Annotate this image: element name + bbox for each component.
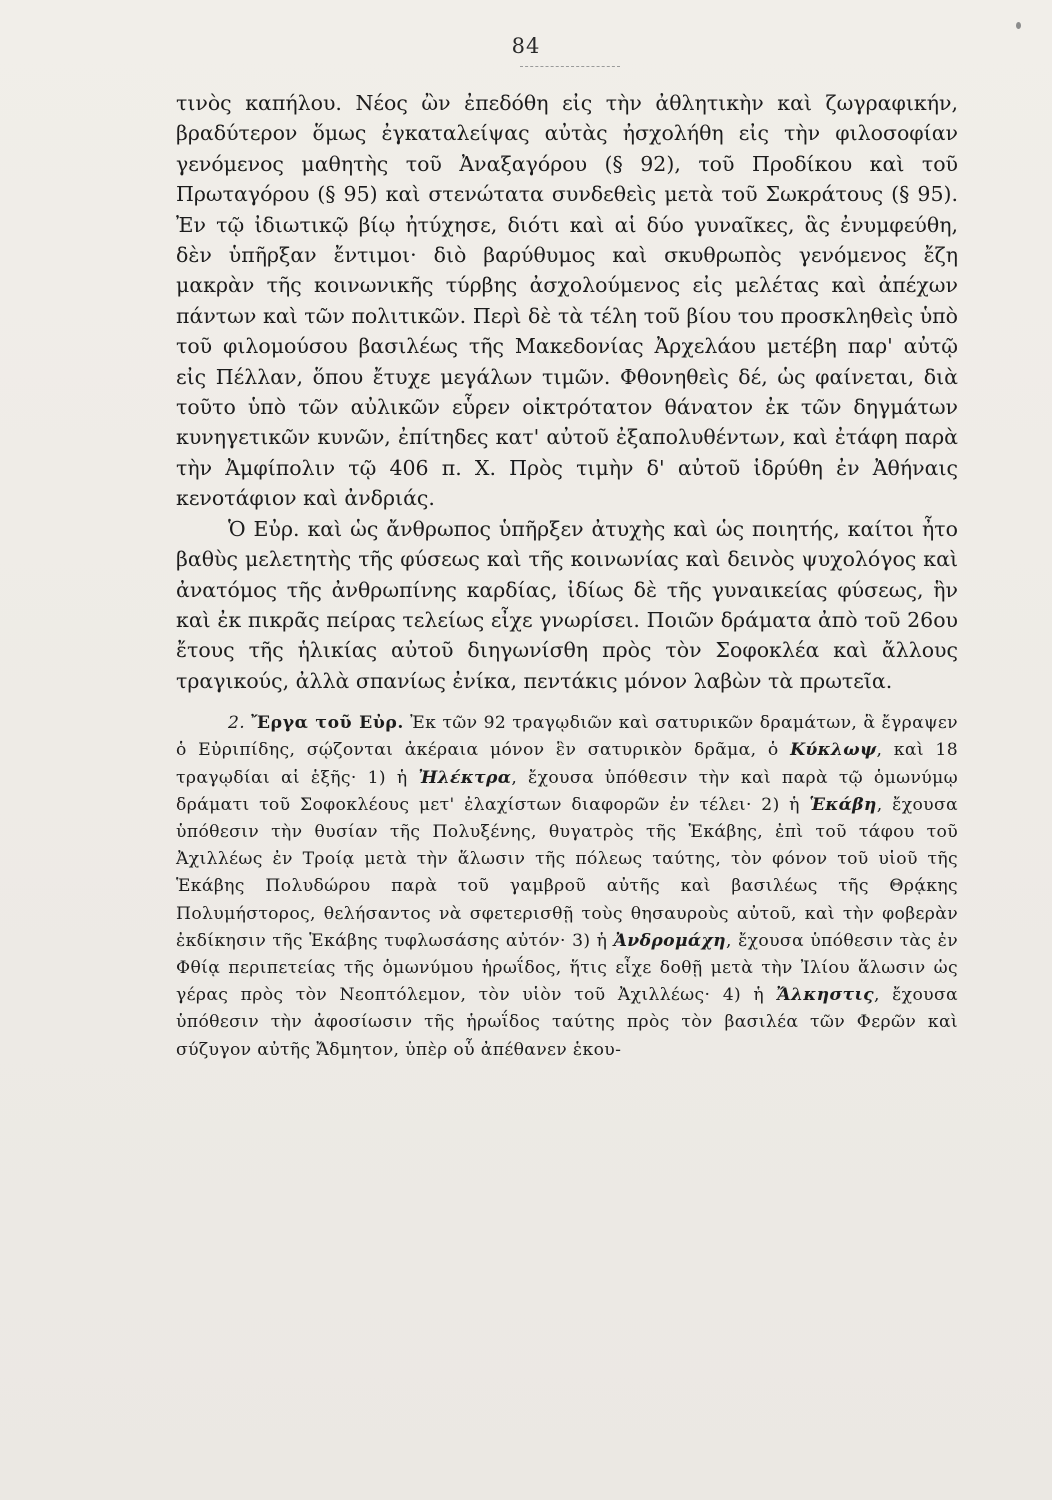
section-number: 2. (228, 713, 246, 734)
body-text (176, 88, 958, 1064)
paragraph-life: τινὸς καπήλου. Νέος ὢν ἐπεδόθη εἰς τὴν ἀθλητικὴν καὶ ζωγραφικήν, βραδύτερον ὅμως ἐγκαταλείψας αὐτὰς ἠσχολήθη εἰς τὴν φιλοσοφίαν γενόμενος μαθητὴς τοῦ Ἀναξαγόρου (§ 92), τοῦ Προδίκου καὶ τοῦ Πρωταγόρου (§ 95) καὶ στενώτατα συνδεθεὶς μετὰ τοῦ Σωκράτους (§ 95). Ἐν τῷ ἰδιωτικῷ βίῳ ἠτύχησε, διότι καὶ αἱ δύο γυναῖκες, ἃς ἐνυμφεύθη, δὲν ὑπῆρξαν ἔντιμοι· διὸ βαρύθυμος καὶ σκυθρωπὸς γενόμενος ἔζη μακρὰν τῆς κοινωνικῆς τύρβης ἀσχολούμενος εἰς μελέτας καὶ ἀπέχων πάντων καὶ τῶν πολιτικῶν. Περὶ δὲ τὰ τέλη τοῦ βίου του προσκληθεὶς ὑπὸ τοῦ φιλομούσου βασιλέως τῆς Μακεδονίας Ἀρχελάου μετέβη παρ' αὐτῷ εἰς Πέλλαν, ὅπου ἔτυχε μεγάλων τιμῶν. Φθονηθεὶς δέ, ὡς φαίνεται, διὰ τοῦτο ὑπὸ τῶν αὐλικῶν εὗρεν οἰκτρότατον θάνατον ἐκ τῶν δηγμάτων κυνηγετικῶν κυνῶν, ἐπίτηδες κατ' αὐτοῦ ἐξαπολυθέντων, καὶ ἐτάφη παρὰ τὴν Ἀμφίπολιν τῷ 406 π. Χ. Πρὸς τιμὴν δ' αὐτοῦ ἱδρύθη ἐν Ἀθήναις κενοτάφιον καὶ ἀνδριάς. (176, 91, 958, 511)
section-works (176, 710, 958, 1064)
section-text: , καὶ 18 τραγῳδίαι αἱ ἑξῆς· 1) ἡ (176, 740, 958, 788)
section-text: , ἔχουσα ὑπόθεσιν τὴν θυσίαν τῆς Πολυξένης, θυγατρὸς τῆς Ἑκάβης, ἐπὶ τοῦ τάφου τοῦ Ἀχιλλέως ἐν Τροίᾳ μετὰ τὴν ἅλωσιν τῆς πόλεως ταύτης, τὸν φόνον τοῦ υἱοῦ τῆς Ἑκάβης Πολυδώρου παρὰ τοῦ γαμβροῦ αὐτῆς καὶ βασιλέως τῆς Θρᾴκης Πολυμήστορος, θελήσαντος νὰ σφετερισθῇ τοὺς θησαυροὺς αὐτοῦ, καὶ τὴν φοβερὰν ἐκδίκησιν τῆς Ἑκάβης τυφλωσάσης αὐτόν· 3) ἡ (176, 794, 958, 951)
section-text: , ἔχουσα ὑπόθεσιν τὴν ἀφοσίωσιν τῆς ἡρωΐδος ταύτης πρὸς τὸν βασιλέα τῶν Φερῶν καὶ σύζυγον αὐτῆς Ἄδμητον, ὑπὲρ οὗ ἀπέθανεν ἑκου- (176, 985, 958, 1060)
work-title-cyclops: Κύκλωψ (790, 740, 877, 761)
section-title: Ἔργα τοῦ Εὐρ. (251, 713, 404, 734)
section-text: , ἔχουσα ὑπόθεσιν τὴν καὶ παρὰ τῷ ὁμωνύμῳ δράματι τοῦ Σοφοκλέους μετ' ἐλαχίστων διαφορῶν ἐν τέλει· 2) ἡ (176, 767, 958, 815)
paragraph-character: Ὁ Εὐρ. καὶ ὡς ἄνθρωπος ὑπῆρξεν ἀτυχὴς καὶ ὡς ποιητής, καίτοι ἦτο βαθὺς μελετητὴς τῆς φύσεως καὶ τῆς κοινωνίας καὶ δεινὸς ψυχολόγος καὶ ἀνατόμος τῆς ἀνθρωπίνης καρδίας, ἰδίως δὲ τῆς γυναικείας φύσεως, ἣν καὶ ἐκ πικρᾶς πείρας τελείως εἶχε γνωρίσει. Ποιῶν δράματα ἀπὸ τοῦ 26ου ἔτους τῆς ἡλικίας αὐτοῦ διηγωνίσθη πρὸς τὸν Σοφοκλέα καὶ ἄλλους τραγικούς, ἀλλὰ σπανίως ἐνίκα, πεντάκις μόνον λαβὼν τὰ πρωτεῖα. (176, 516, 958, 693)
work-title-alcestis: Ἄλκηστις (776, 985, 874, 1006)
work-title-electra: Ἠλέκτρα (418, 767, 512, 788)
section-text: , ἔχουσα ὑπόθεσιν τὰς ἐν Φθίᾳ περιπετείας τῆς ὁμωνύμου ἡρωΐδος, ἥτις εἶχε δοθῇ μετὰ τὴν Ἰλίου ἅλωσιν ὡς γέρας πρὸς τὸν Νεοπτόλεμον, τὸν υἱὸν τοῦ Ἀχιλλέως· 4) ἡ (176, 930, 958, 1006)
page-number-rule (520, 66, 620, 67)
section-text: Ἐκ τῶν 92 τραγῳδιῶν καὶ σατυρικῶν δραμάτων, ἃ ἔγραψεν ὁ Εὐριπίδης, σῴζονται ἀκέραια μόνον ἓν σατυρικὸν δρᾶμα, ὁ (176, 713, 958, 761)
page-number: 84 (511, 34, 541, 58)
ink-speck (1016, 22, 1021, 29)
work-title-andromache: Ἀνδρομάχη (613, 930, 726, 951)
work-title-hecuba: Ἑκάβη (809, 794, 877, 815)
